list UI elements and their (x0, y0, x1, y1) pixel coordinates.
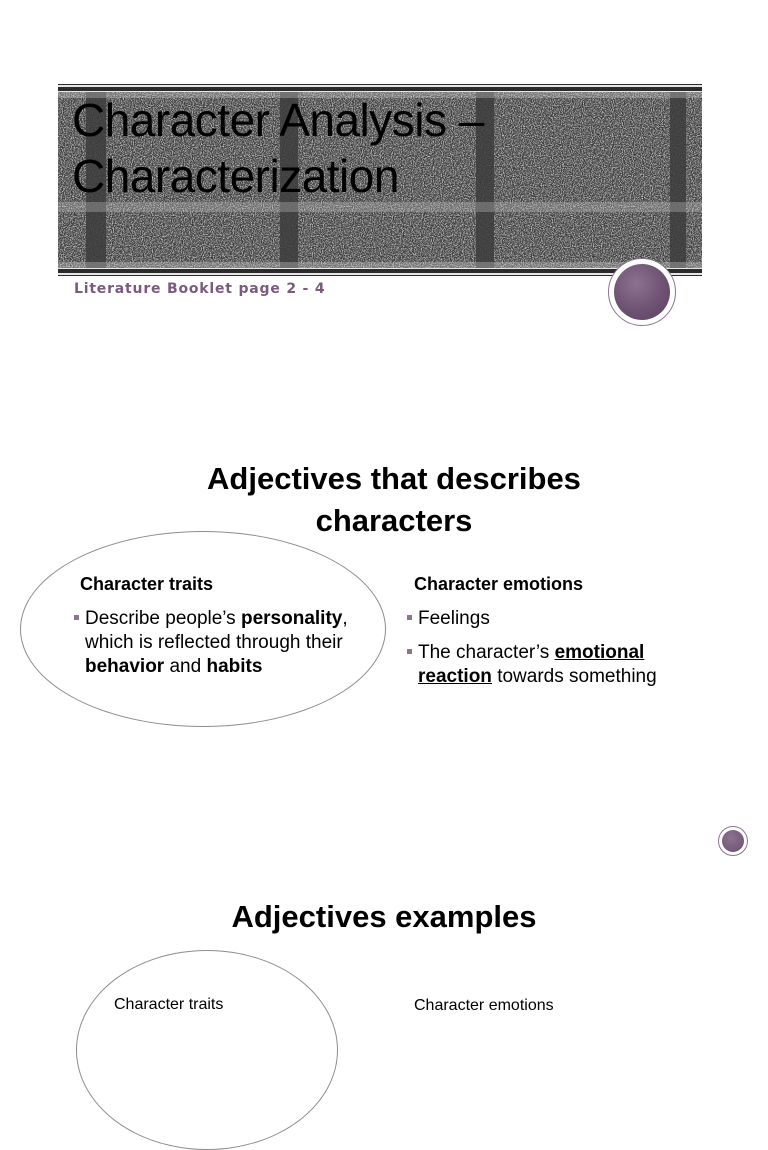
slide-title-line1: Character Analysis – (72, 94, 484, 146)
slide-heading (10, 458, 768, 542)
examples-traits-label: Character traits (114, 996, 224, 1013)
small-circle-fill (722, 830, 744, 852)
traits-bullet: Describe people’s personality, which is reflected through their behavior and habits (74, 607, 364, 679)
slide-title (72, 92, 672, 204)
adjectives-slide (0, 400, 768, 868)
examples-slide (0, 868, 768, 1024)
emotions-bullet-feelings: Feelings (407, 607, 697, 631)
band-top-rule (58, 85, 702, 87)
traits-heading: Character traits (80, 574, 214, 594)
examples-emotions-label: Character emotions (414, 997, 554, 1014)
slide-title-line2: Characterization (72, 150, 399, 202)
band-bottom-rule-inner (58, 268, 702, 269)
examples-heading: Adjectives examples (231, 899, 537, 934)
circle-badge-fill (614, 264, 670, 320)
slide-heading-line1: Adjectives that describes (207, 461, 581, 496)
emotions-heading: Character emotions (414, 574, 584, 594)
decorative-circle-badge (608, 258, 676, 326)
slide-subtitle: Literature Booklet page 2 - 4 (74, 281, 326, 297)
emotions-bullet-list (407, 607, 697, 699)
traits-bullet-list (74, 607, 364, 689)
examples-traits-ellipse (76, 950, 338, 1150)
title-slide (0, 0, 768, 400)
decorative-small-circle (718, 826, 748, 856)
band-bottom-rule (58, 273, 702, 275)
emotions-bullet-reaction: The character’s emotional reaction towards something (407, 641, 697, 689)
slide-heading-line2: characters (315, 503, 473, 538)
